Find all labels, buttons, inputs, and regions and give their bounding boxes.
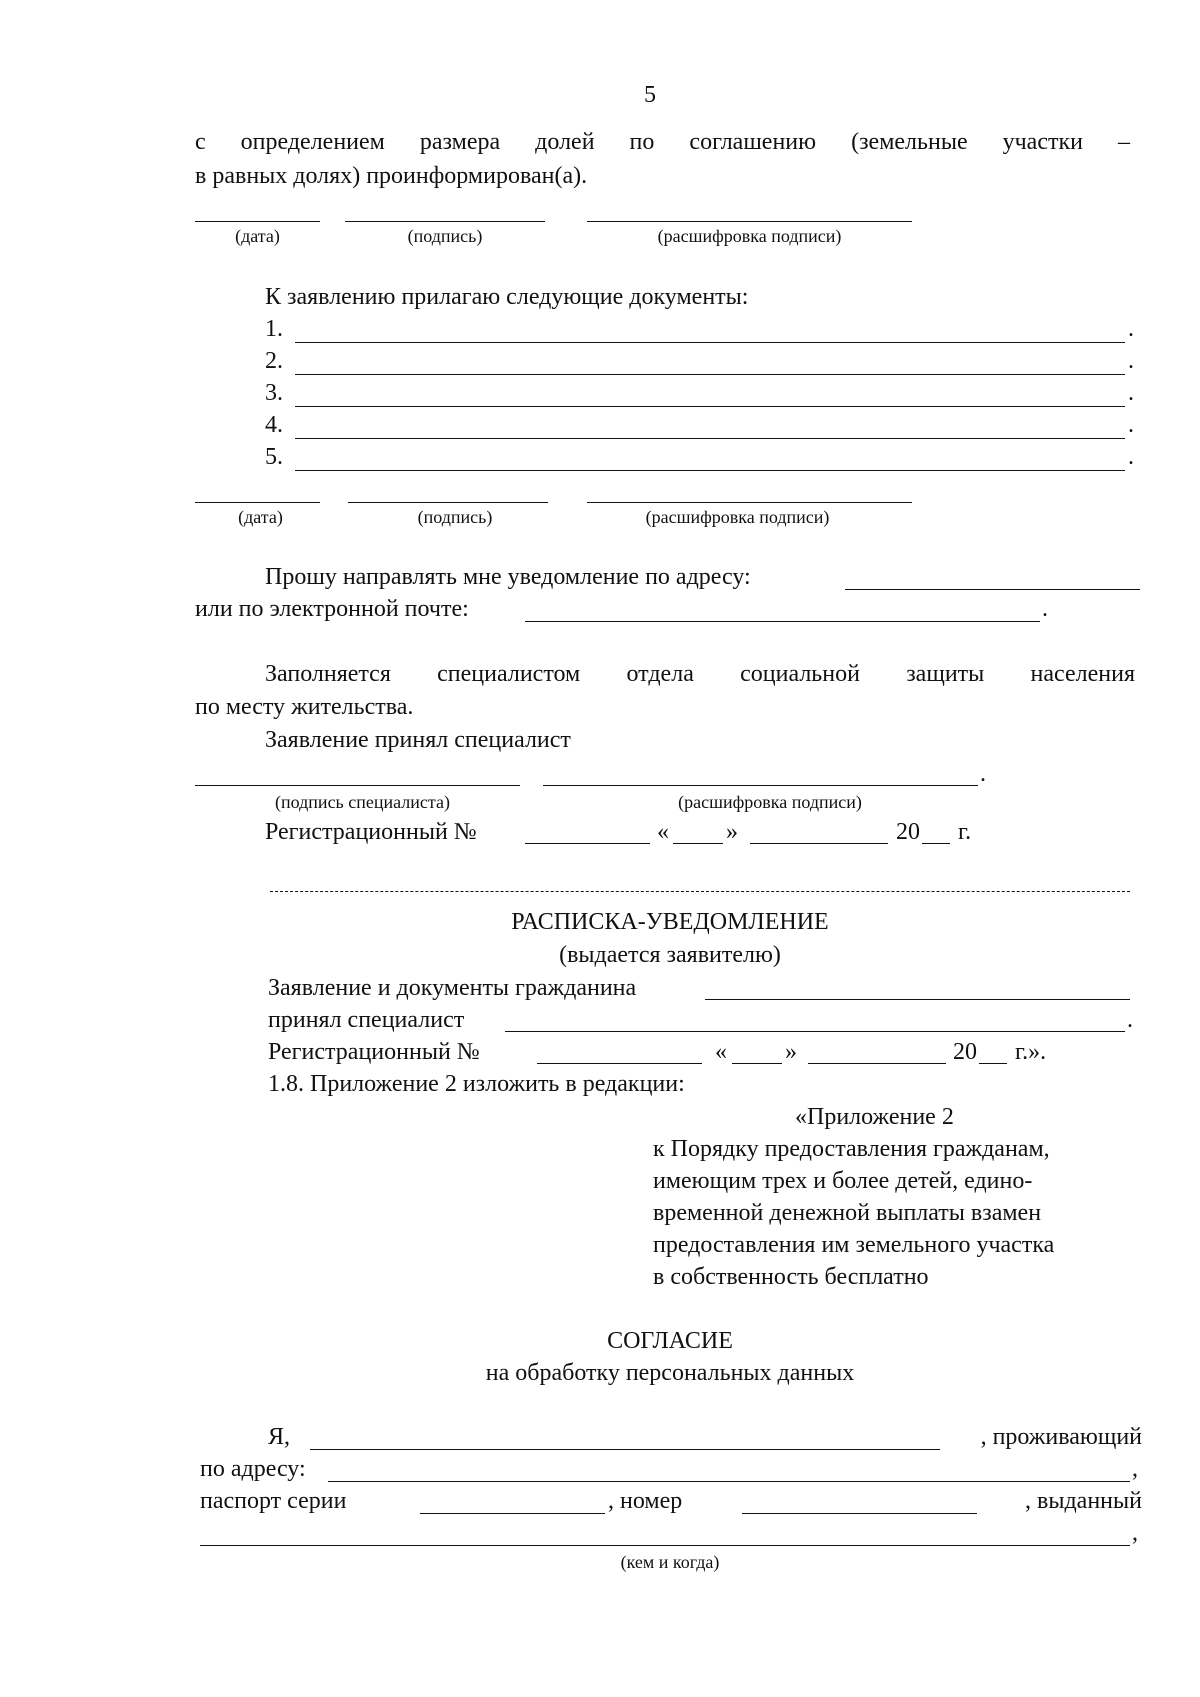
receipt-specialist-label: принял специалист [268, 1007, 465, 1033]
consent-issued-by-field[interactable] [200, 1545, 1130, 1546]
label-date-1: (дата) [235, 226, 280, 246]
signature-line-1[interactable] [345, 221, 545, 222]
appendix-line-2: имеющим трех и более детей, едино- [653, 1168, 1033, 1194]
specialist-line-2: по месту жительства. [195, 694, 414, 720]
receipt-specialist-field[interactable] [505, 1031, 1125, 1032]
consent-issued-label: , выданный [1025, 1488, 1142, 1514]
attachment-line-5[interactable] [295, 470, 1125, 471]
label-signature-1: (подпись) [407, 226, 483, 246]
receipt-citizen-label: Заявление и документы гражданина [268, 975, 637, 1001]
attachments-heading: К заявлению прилагаю следующие документы: [265, 284, 749, 310]
decryption-line-2[interactable] [587, 502, 912, 503]
consent-passport-series-field[interactable] [420, 1513, 605, 1514]
attachment-end-4: . [1128, 412, 1134, 438]
reg-open-quote-1: « [657, 819, 669, 845]
label-date-2: (дата) [238, 507, 283, 527]
label-decryption-1: (расшифровка подписи) [657, 226, 842, 246]
consent-address-comma: , [1132, 1456, 1138, 1482]
reg-number-label-1: Регистрационный № [265, 819, 477, 845]
attachment-line-3[interactable] [295, 406, 1125, 407]
appendix-line-1: к Порядку предоставления гражданам, [653, 1136, 1050, 1162]
attachment-number-4: 4. [265, 412, 283, 438]
consent-title: СОГЛАСИЕ [607, 1328, 733, 1354]
consent-subtitle: на обработку персональных данных [485, 1360, 855, 1386]
reg-year-suffix-2: г.». [1015, 1039, 1047, 1065]
reg-year-prefix-1: 20 [896, 819, 920, 845]
attachment-number-3: 3. [265, 380, 283, 406]
attachment-end-5: . [1128, 444, 1134, 470]
specialist-line-1: Заполняется специалистом отдела социальной защиты населения [265, 661, 1135, 687]
receipt-title: РАСПИСКА-УВЕДОМЛЕНИЕ [511, 909, 829, 935]
consent-name-field[interactable] [310, 1449, 940, 1450]
specialist-signature-line[interactable] [195, 785, 520, 786]
consent-address-field[interactable] [328, 1481, 1130, 1482]
intro-line-2: в равных долях) проинформирован(а). [195, 163, 588, 189]
reg-year-prefix-2: 20 [953, 1039, 977, 1065]
consent-residing-label: , проживающий [980, 1424, 1142, 1450]
consent-passport-label: паспорт серии [200, 1488, 347, 1514]
reg-year-field-1[interactable] [922, 843, 950, 844]
label-signature-2: (подпись) [417, 507, 493, 527]
signature-line-2[interactable] [348, 502, 548, 503]
attachment-end-1: . [1128, 316, 1134, 342]
reg-year-field-2[interactable] [979, 1063, 1007, 1064]
consent-number-label: , номер [608, 1488, 683, 1514]
reg-day-field-2[interactable] [732, 1063, 782, 1064]
label-decryption-2: (расшифровка подписи) [645, 507, 830, 527]
reg-open-quote-2: « [715, 1039, 727, 1065]
specialist-decryption-line[interactable] [543, 785, 978, 786]
attachment-end-2: . [1128, 348, 1134, 374]
reg-month-field-2[interactable] [808, 1063, 946, 1064]
specialist-accepted: Заявление принял специалист [265, 727, 571, 753]
reg-number-field-1[interactable] [525, 843, 650, 844]
amendment-clause: 1.8. Приложение 2 изложить в редакции: [268, 1071, 685, 1097]
notice-address-label: Прошу направлять мне уведомление по адресу: [265, 564, 751, 590]
reg-month-field-1[interactable] [750, 843, 888, 844]
date-line-2[interactable] [195, 502, 320, 503]
attachment-line-2[interactable] [295, 374, 1125, 375]
consent-i-label: Я, [268, 1424, 291, 1450]
reg-year-suffix-1: г. [958, 819, 972, 845]
consent-passport-number-field[interactable] [742, 1513, 977, 1514]
decryption-line-1[interactable] [587, 221, 912, 222]
appendix-title: «Приложение 2 [795, 1104, 954, 1130]
page-number: 5 [644, 82, 656, 108]
reg-close-quote-2: » [785, 1039, 797, 1065]
cut-line [270, 891, 1130, 892]
notice-email-field[interactable] [525, 621, 1040, 622]
attachment-line-1[interactable] [295, 342, 1125, 343]
consent-issued-comma: , [1132, 1520, 1138, 1546]
appendix-line-3: временной денежной выплаты взамен [653, 1200, 1042, 1226]
appendix-line-5: в собственность бесплатно [653, 1264, 929, 1290]
label-issued-by: (кем и когда) [620, 1552, 720, 1572]
attachment-number-5: 5. [265, 444, 283, 470]
notice-email-end: . [1042, 596, 1048, 622]
specialist-end-mark: . [980, 761, 986, 787]
receipt-specialist-end: . [1127, 1007, 1133, 1033]
consent-address-label: по адресу: [200, 1456, 306, 1482]
appendix-line-4: предоставления им земельного участка [653, 1232, 1055, 1258]
attachment-line-4[interactable] [295, 438, 1125, 439]
receipt-citizen-field[interactable] [705, 999, 1130, 1000]
date-line-1[interactable] [195, 221, 320, 222]
label-specialist-decryption: (расшифровка подписи) [678, 792, 862, 812]
reg-number-field-2[interactable] [537, 1063, 702, 1064]
reg-close-quote-1: » [726, 819, 738, 845]
attachment-end-3: . [1128, 380, 1134, 406]
reg-number-label-2: Регистрационный № [268, 1039, 480, 1065]
notice-address-field[interactable] [845, 589, 1140, 590]
notice-email-label: или по электронной почте: [195, 596, 469, 622]
reg-day-field-1[interactable] [673, 843, 723, 844]
attachment-number-2: 2. [265, 348, 283, 374]
receipt-subtitle: (выдается заявителю) [559, 942, 781, 968]
intro-line-1: с определением размера долей по соглашению (земельные участки – [195, 129, 1130, 155]
attachment-number-1: 1. [265, 316, 283, 342]
label-specialist-signature: (подпись специалиста) [275, 792, 450, 812]
